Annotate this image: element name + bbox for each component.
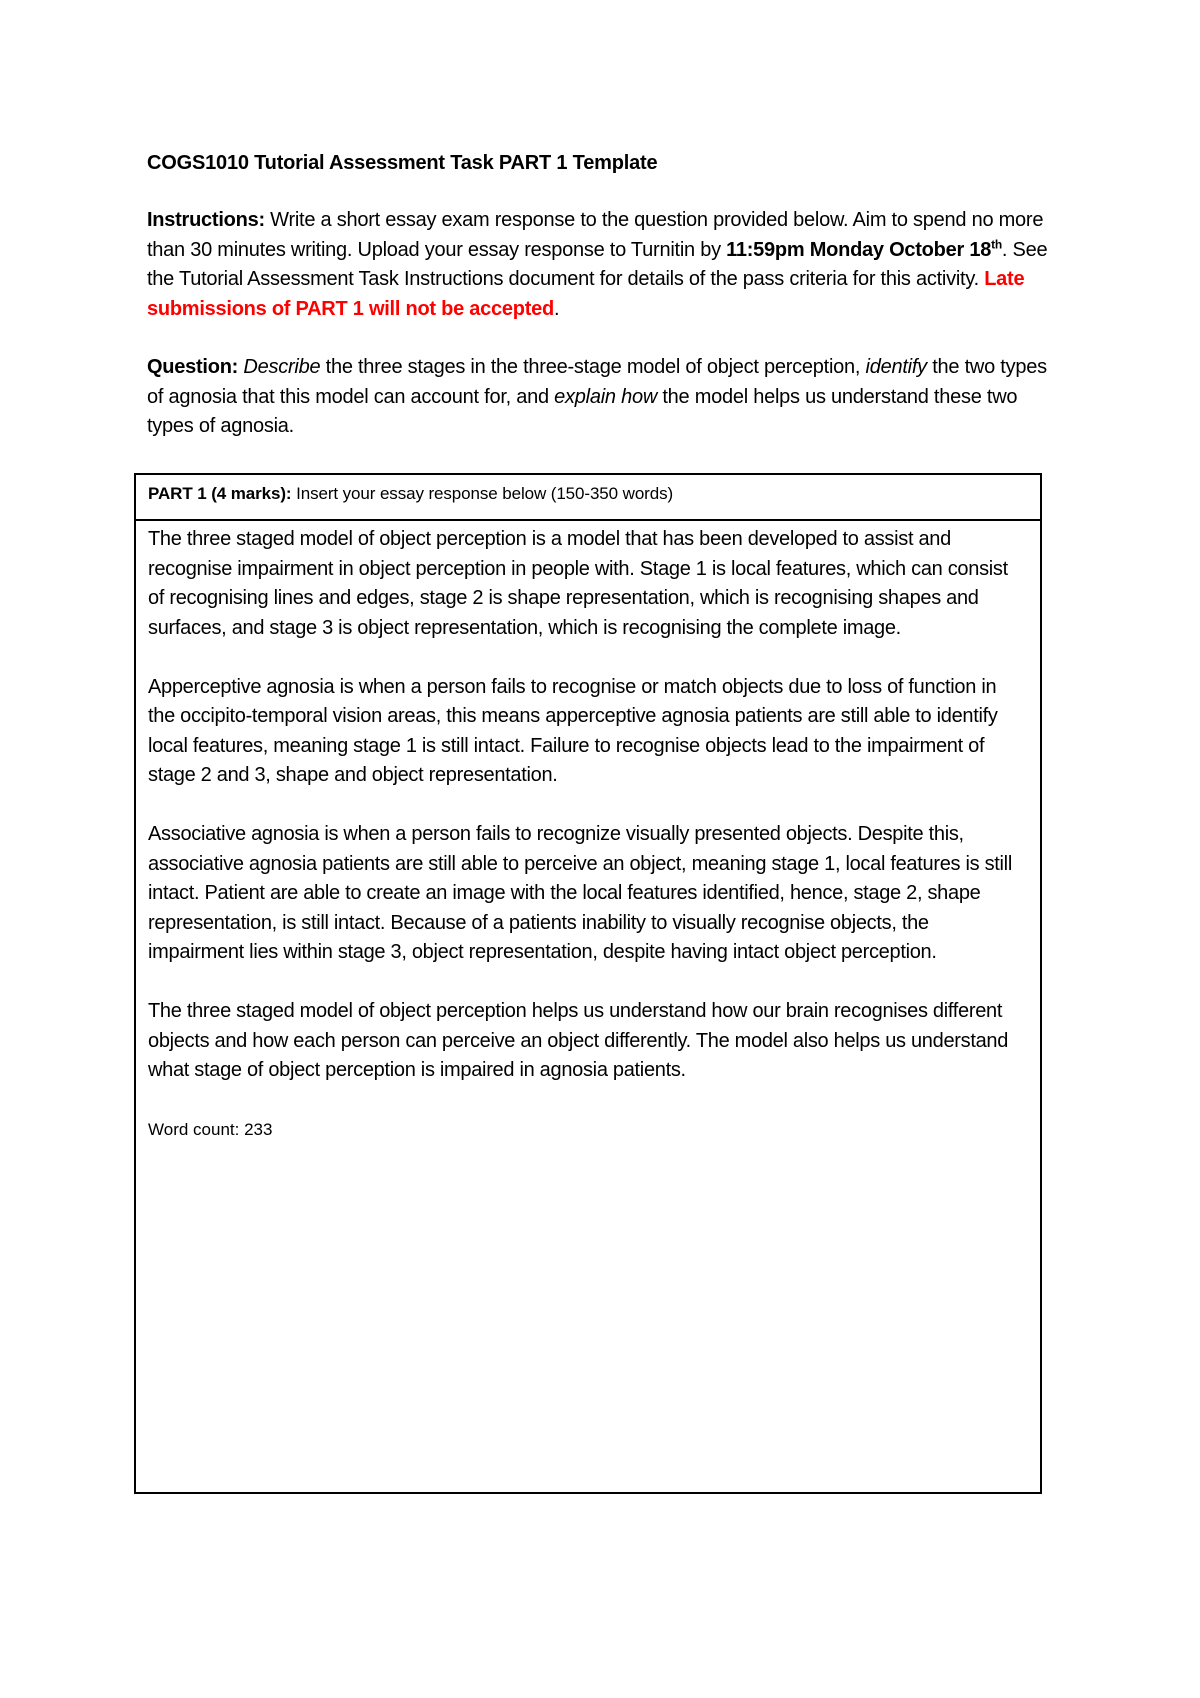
document-title: COGS1010 Tutorial Assessment Task PART 1 Template <box>147 152 658 174</box>
word-count: Word count: 233 <box>148 1120 273 1139</box>
response-paragraph-2: Apperceptive agnosia is when a person fails to recognise or match objects due to loss of function in the occipito-temporal vision areas, this means apperceptive agnosia patients are still able to identify local features, meaning stage 1 is still intact. Failure to recognise objects lead to the impairment of stage 2 and 3, shape and object representation. <box>148 675 998 786</box>
question-label: Question: <box>147 356 239 378</box>
instructions-text-1: Write a short essay exam response to the question provided below. Aim to spend no more than 30 minutes writing. Upload your essay response to Turnitin by <box>147 209 1044 261</box>
response-table <box>134 473 1042 1494</box>
question-text-3: the two types of agnosia that this model can account for, and <box>147 356 1047 408</box>
question-text-4: the model helps us understand these two types of agnosia. <box>147 385 1018 437</box>
deadline-text: 11:59pm Monday October 18 <box>726 238 992 261</box>
response-paragraph-3: Associative agnosia is when a person fails to recognize visually presented objects. Despite this, associative agnosia patients are still able to perceive an object, meaning stage 1, local features is still intact. Patient are able to create an image with the local features identified, hence, stage 2, shape representation, is still intact. Because of a patients inability to visually recognise objects, the impairment lies within stage 3, object representation, despite having intact object perception. <box>148 823 1012 963</box>
late-warning: Late submissions of PART 1 will not be accepted <box>147 268 1025 320</box>
deadline-superscript: th <box>991 236 1002 251</box>
question-text-2: the three stages in the three-stage model of object perception, <box>320 356 866 378</box>
question-identify: identify <box>865 356 927 378</box>
document-content <box>147 148 1052 471</box>
essay-response-area[interactable] <box>136 521 1040 1145</box>
instructions-text-2: . See the Tutorial Assessment Task Instructions document for details of the pass criteria for this activity. <box>147 238 1048 290</box>
table-header <box>136 475 1040 521</box>
instructions-paragraph <box>147 206 1052 324</box>
instructions-text-3: . <box>553 297 560 320</box>
question-describe: Describe <box>243 356 321 378</box>
question-paragraph <box>147 353 1052 442</box>
instructions-label: Instructions: <box>147 209 265 231</box>
table-header-text: Insert your essay response below (150-350 words) <box>291 484 674 503</box>
question-explain: explain how <box>554 385 658 408</box>
response-paragraph-1: The three staged model of object perception is a model that has been developed to assist and recognise impairment in object perception in people with. Stage 1 is local features, which can consist of recognising lines and edges, stage 2 is shape representation, which is recognising shapes and surfaces, and stage 3 is object representation, which is recognising the complete image. <box>148 528 1008 639</box>
response-paragraph-4: The three staged model of object perception helps us understand how our brain recognises different objects and how each person can perceive an object differently. The model also helps us understand what stage of object perception is impaired in agnosia patients. <box>148 1000 1009 1081</box>
table-header-label: PART 1 (4 marks): <box>148 484 292 503</box>
